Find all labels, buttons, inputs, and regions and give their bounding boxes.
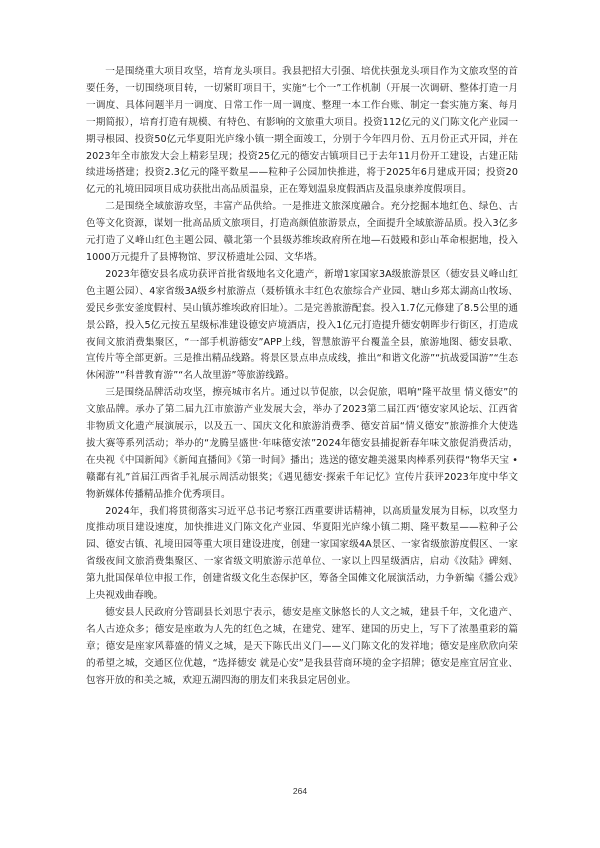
paragraph-4: 三是围绕品牌活动攻坚，擦亮城市名片。通过以节促旅，以会促旅，唱响“隆平故里 情义德安”的文旅品牌。承办了第二届九江市旅游产业发展大会，举办了2023第二届江西‘德安家风论坛、江西省非物质文化遗产展演展示，以及五一、国庆文化和旅游消费季、德安首届“情义德安”旅游推介大使选拔大赛等系列活动；举办的“龙腾呈盛世·年味德安浓”2024年德安县捕捉新春年味文旅促消费活动，在央视《中国新闻》《新闻直播间》《第一时间》播出；选送的德安趣美滋果肉棒系列获得“物华天宝 •赣鄱有礼”首届江西省手礼展示周活动银奖；《遇见德安·探索千年记忆》宣传片获评2023年度中华文物新媒体传播精品推介优秀项目。	[86, 387, 518, 500]
paragraph-5: 2024年，我们将贯彻落实习近平总书记考察江西重要讲话精神，以高质量发展为目标，以攻坚力度推动项目建设速度，加快推进义门陈文化产业园、华夏阳光庐缘小镇二期、隆平数星——粒种子公园、德安古镇、礼境田园等重大项目建设进度，创建一家国家级4A景区、一家省级旅游度假区、一家省级夜间文旅消费集聚区、一家省级文明旅游示范单位、一家以上四星级酒店，启动《汝陆》碑刻、第九批国保单位申报工作，创建省级文化生态保护区，筹备全国傩文化展演活动，力争新编《播公戏》上央视戏曲春晚。	[86, 505, 518, 602]
paragraph-2: 二是围绕全域旅游攻坚，丰富产品供给。一是推进文旅深度融合。充分挖掘本地红色、绿色、古色等文化资源，谋划一批高品质文旅项目，打造高颜值旅游景点，全面提升全域旅游品质。投入3亿多元打造了义峰山红色主题公园、赣北第一个县级苏维埃政府所在地—石鼓殿和彭山革命根据地，投入1000万元提升了县博物馆、罗汉桥遗址公园、文华塔。	[86, 201, 518, 263]
body-text	[86, 64, 518, 690]
paragraph-3: 2023年德安县名成功获评首批省级地名文化遗产，新增1家国家3A级旅游景区（德安县义峰山红色主题公园）、4家省级3A级乡村旅游点（聂桥镇永丰红色农旅综合产业园、塘山乡郑太湖高山牧场、爱民乡张安釜度假村、吴山镇苏维埃政府旧址）。二是完善旅游配套。投入1.7亿元修建了8.5公里的通景公路，投入5亿元按五星级标准建设德安庐境酒店，投入1亿元打造提升德安朝晖步行街区，打造成夜间文旅消费集聚区，“一部手机游德安”APP上线，智慧旅游平台覆盖全县，旅游地图、德安县歌、宣传片等全部更新。三是推出精品线路。将景区景点串点成线，推出“和谐文化游”“抗战爱国游”“生态休闲游”“科普教育游”“名人故里游”等旅游线路。	[86, 268, 518, 382]
paragraph-6: 德安县人民政府分管副县长刘思宁表示，德安是座文脉悠长的人文之城，建县千年，文化遗产、名人古迹众多；德安是座敢为人先的红色之城，在建党、建军、建国的历史上，写下了浓墨重彩的篇章；德安是座家风幕盛的情义之城，是天下陈氏出义门——义门陈文化的发祥地；德安是座欣欣向荣的希望之城，交通区位优越，“选择德安 就是心安”是我县营商环境的金字招牌；德安是座宜居宜业、包容开放的和美之城，欢迎五湖四海的朋友们来我县定居创业。	[86, 607, 518, 686]
page-number: 264	[292, 786, 308, 796]
paragraph-1: 一是围绕重大项目攻坚，培育龙头项目。我县把招大引强、培优扶强龙头项目作为文旅攻坚的首要任务，一切围绕项目转，一切紧盯项目干，实施“七个一”工作机制（开展一次调研、整体打造一月一调度、具体问题半月一调度、日常工作一周一调度、整理一本工作台账、制定一套实施方案、每月一期简报），培育打造有规模、有特色、有影响的文旅重大项目。投资112亿元的义门陈文化产业园一期寻根园、投资50亿元华夏阳光庐缘小镇一期全面竣工，分别于今年四月份、五月份正式开园，并在2023年全市旅发大会上精彩呈现；投资25亿元的德安古镇项目已于去年11月份开工建设，古建正陆续进场搭建；投资2.3亿元的隆平数星——粒种子公园加快推进，将于2025年6月建成开园；投资20亿元的礼境田园项目成功获批出高品质温泉，正在筹划温泉度假酒店及温泉康养度假项目。	[86, 66, 518, 196]
